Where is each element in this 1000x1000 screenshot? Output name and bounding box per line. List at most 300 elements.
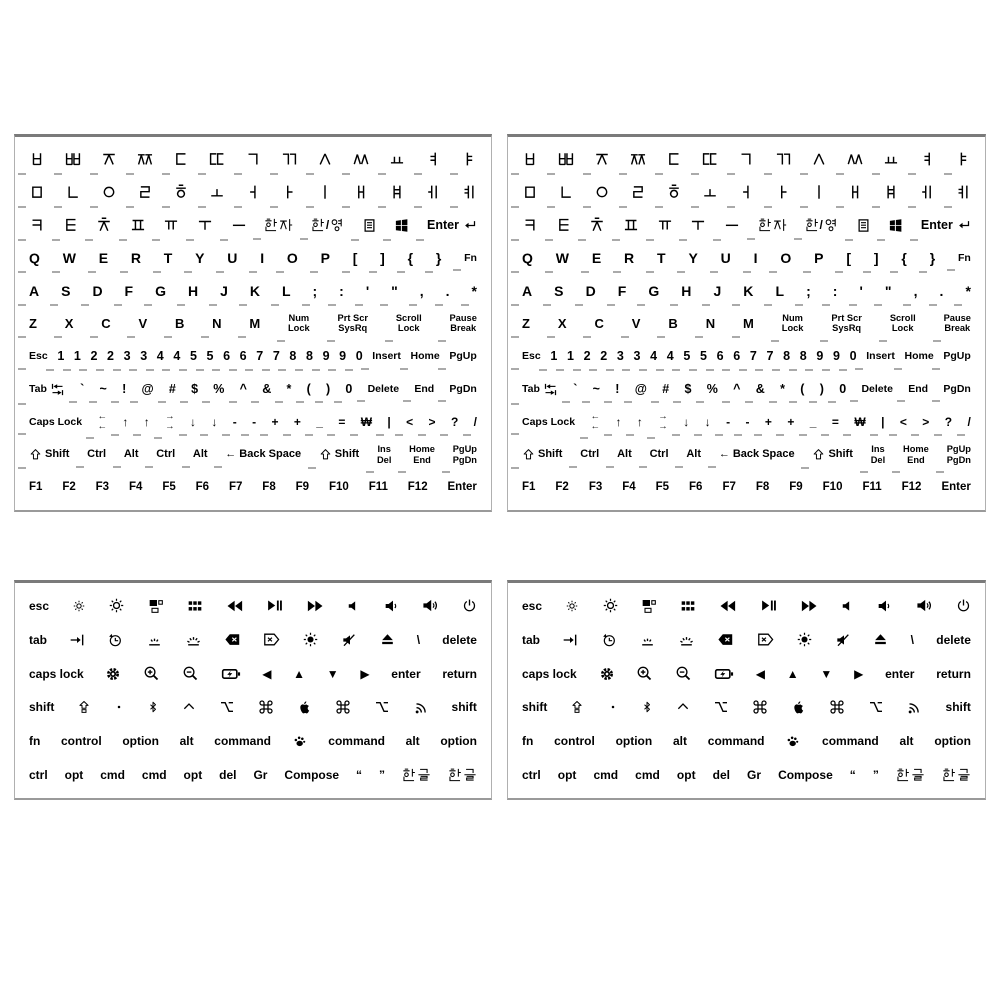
key-label: ( (800, 381, 805, 396)
key-label-stack (944, 313, 971, 334)
option-icon (713, 699, 729, 715)
sticker-row (508, 143, 985, 176)
key-sticker (922, 416, 929, 428)
sticker-row (15, 209, 491, 242)
key-sticker (556, 251, 569, 265)
key-sticker (213, 383, 224, 396)
key-label: F10 (822, 480, 843, 493)
key-label: U (227, 249, 238, 266)
key-label: : (339, 282, 344, 299)
key-sticker (61, 735, 102, 747)
battery-charge-icon (221, 664, 241, 684)
key-sticker (182, 700, 196, 714)
key-label: ` (80, 381, 85, 396)
key-sticker (724, 217, 740, 233)
key-label: enter (391, 666, 421, 681)
key-label: + (764, 414, 772, 429)
key-sticker (394, 218, 409, 233)
key-label: 5 (699, 349, 707, 364)
key-sticker (384, 598, 400, 614)
shift-icon (319, 448, 332, 461)
menu-icon (856, 218, 871, 233)
key-sticker (29, 482, 42, 494)
key-sticker (775, 184, 791, 200)
hangul-label (919, 184, 935, 200)
key-sticker (593, 383, 600, 396)
key-label: ◀ (262, 666, 272, 681)
hangul-label (775, 151, 791, 167)
kb-backlight-bright-icon (678, 631, 695, 648)
sticker-row (508, 623, 985, 657)
key-label: Home (409, 444, 435, 455)
launchpad-icon (187, 598, 203, 614)
hangul-label (173, 151, 189, 167)
brightness-up-icon (108, 597, 125, 614)
key-label: return (936, 666, 971, 681)
play-pause-icon (760, 597, 777, 614)
key-label: fn (29, 734, 41, 749)
hangul-label (461, 151, 477, 167)
key-label: ▼ (820, 666, 833, 681)
key-sticker (666, 151, 682, 167)
key-label: Tab (522, 382, 540, 395)
key-sticker (262, 383, 271, 396)
key-sticker (319, 448, 359, 461)
key-sticker (207, 350, 214, 363)
key-sticker (155, 284, 166, 298)
key-label: SysRq (338, 323, 368, 334)
key-label: opt (64, 768, 84, 783)
key-label: R (624, 249, 635, 266)
key-sticker (522, 417, 575, 428)
key-sticker (554, 284, 563, 298)
key-label: ₩ (360, 414, 373, 429)
key-sticker (101, 151, 117, 167)
key-label-stack (377, 444, 391, 465)
key-label: , (419, 282, 424, 299)
key-sticker (124, 350, 131, 363)
key-label: End (908, 382, 929, 395)
key-label: 4 (173, 349, 181, 364)
key-sticker (107, 350, 114, 363)
option-icon (868, 699, 884, 715)
key-label: # (168, 381, 176, 396)
key-label: F8 (262, 480, 276, 493)
key-sticker (958, 253, 971, 264)
hangul-label (702, 184, 718, 200)
key-label: option (934, 734, 971, 749)
sticker-row (15, 241, 491, 274)
key-label: Break (944, 323, 971, 334)
key-sticker (436, 251, 441, 265)
apple-icon (297, 700, 312, 715)
volume-off-icon (341, 632, 357, 648)
key-label: Fn (958, 251, 971, 264)
key-sticker (919, 184, 935, 200)
key-label: ] (873, 249, 879, 266)
key-label: . (445, 282, 450, 299)
key-sticker (389, 184, 405, 200)
key-sticker (905, 351, 934, 362)
key-sticker (633, 350, 640, 363)
key-sticker (522, 217, 538, 233)
key-sticker (101, 184, 117, 200)
key-label: Shift (828, 448, 853, 461)
key-sticker (820, 383, 824, 396)
key-label: D (585, 282, 596, 299)
key-sticker (163, 217, 179, 233)
hangul-label (461, 184, 477, 200)
key-sticker (678, 631, 695, 648)
key-label: * (780, 381, 785, 396)
sticker-row (508, 657, 985, 691)
key-sticker (680, 598, 696, 614)
key-sticker (29, 284, 39, 298)
key-sticker (408, 251, 413, 265)
key-label: 1 (57, 349, 65, 364)
key-sticker (361, 416, 372, 428)
key-sticker (250, 284, 260, 298)
key-sticker (29, 351, 48, 362)
key-label: 9 (322, 349, 330, 364)
key-label: ← (97, 420, 107, 432)
key-sticker (657, 251, 666, 265)
key-label: Alt (686, 448, 702, 461)
key-label: Fn (464, 251, 477, 264)
caret-icon (676, 700, 690, 714)
key-sticker (700, 350, 707, 363)
key-sticker (108, 597, 125, 614)
key-label: opt (557, 768, 577, 783)
paw-icon (785, 733, 801, 749)
key-label: C (101, 315, 111, 331)
key-sticker (850, 769, 856, 781)
key-sticker (565, 599, 579, 613)
key-sticker (96, 482, 109, 494)
backspace-icon (717, 631, 734, 648)
key-label: " (884, 282, 892, 299)
key-label: 7 (272, 349, 280, 364)
key-label: End (907, 454, 925, 465)
key-sticker (258, 699, 274, 715)
key-sticker (754, 251, 758, 265)
key-label: ← (590, 411, 601, 423)
key-sticker (29, 251, 40, 265)
key-sticker (635, 383, 647, 396)
key-sticker (822, 735, 879, 747)
volume-down-icon (384, 598, 400, 614)
key-label: , (913, 282, 918, 299)
hangul-label: / (311, 218, 344, 232)
key-sticker (522, 668, 577, 680)
key-sticker (317, 151, 333, 167)
key-sticker (461, 151, 477, 167)
key-label: ▼ (326, 666, 339, 681)
key-sticker (617, 350, 624, 363)
key-label: Ctrl (87, 448, 107, 461)
hangul-label (955, 151, 971, 167)
key-sticker (328, 735, 385, 747)
key-label: 1 (73, 349, 81, 364)
key-sticker (778, 769, 833, 781)
key-sticker (955, 184, 971, 200)
key-label: Pause (449, 312, 477, 323)
key-sticker (211, 416, 217, 428)
key-label: control (60, 734, 102, 749)
key-sticker (262, 668, 271, 680)
key-sticker (74, 350, 81, 363)
hangul-label (209, 184, 225, 200)
key-sticker (442, 634, 477, 646)
key-label: / (967, 414, 971, 429)
key-label: 1 (550, 349, 558, 364)
hangul-label (402, 768, 431, 782)
sticker-row (15, 758, 491, 792)
key-label: _ (316, 414, 323, 429)
zoom-in-icon (636, 665, 653, 682)
key-sticker (896, 768, 925, 782)
key-sticker (214, 735, 271, 747)
key-sticker (854, 668, 863, 680)
key-sticker (683, 416, 689, 428)
key-label-stack (903, 444, 929, 465)
key-sticker (874, 251, 879, 265)
hangul-label (264, 218, 293, 232)
key-label: F (124, 282, 134, 299)
key-label: > (922, 414, 930, 429)
key-label: Lock (288, 323, 310, 334)
key-sticker (452, 701, 477, 713)
hangul-label (847, 151, 863, 167)
hangul-label (29, 151, 45, 167)
rewind-icon (719, 597, 737, 615)
key-sticker (812, 448, 852, 461)
key-label: ^ (733, 381, 741, 396)
key-sticker (942, 768, 971, 782)
eject-icon (873, 632, 888, 647)
key-sticker (341, 632, 357, 648)
key-sticker (137, 151, 153, 167)
key-label: - (252, 414, 257, 429)
key-sticker (854, 416, 865, 428)
key-sticker (29, 701, 54, 713)
key-label: ? (944, 414, 953, 429)
hangul-label (758, 218, 787, 232)
key-label-stack (453, 444, 477, 465)
key-label: command (707, 734, 765, 749)
key-label: Home (410, 350, 440, 363)
key-label: command (822, 734, 879, 749)
key-sticker (362, 218, 377, 233)
key-label: Del (376, 454, 392, 465)
key-sticker (409, 444, 435, 465)
key-sticker (317, 184, 333, 200)
key-label: Scroll (395, 312, 422, 323)
key-label: - (745, 414, 750, 429)
key-sticker (632, 317, 641, 330)
key-sticker (226, 597, 244, 615)
key-sticker (814, 251, 823, 265)
key-label: P (814, 249, 824, 266)
key-sticker (782, 313, 804, 334)
hangul-label (245, 151, 261, 167)
key-label: Pause (943, 312, 971, 323)
key-sticker (719, 597, 737, 615)
key-label: Ctrl (649, 448, 669, 461)
key-sticker (122, 383, 126, 396)
hangul-label (353, 151, 369, 167)
key-sticker (372, 351, 401, 362)
key-sticker (449, 384, 476, 395)
key-sticker (57, 350, 64, 363)
hangul-label (724, 217, 740, 233)
key-sticker (580, 449, 599, 460)
hangul-label (137, 151, 153, 167)
key-sticker (63, 217, 79, 233)
sticker-row (508, 438, 985, 471)
key-sticker (639, 631, 656, 648)
key-sticker (164, 251, 173, 265)
key-label: Prt Scr (337, 312, 369, 323)
key-sticker (623, 217, 639, 233)
tab-icon (543, 382, 558, 397)
key-label-stack (165, 412, 175, 431)
key-label: 3 (616, 349, 624, 364)
key-sticker (379, 769, 385, 781)
hangul-label (558, 151, 574, 167)
key-label: ; (806, 282, 811, 299)
key-sticker (209, 184, 225, 200)
key-sticker (783, 350, 790, 363)
key-sticker (391, 284, 398, 298)
hangul-label (738, 184, 754, 200)
key-label: W (555, 249, 569, 266)
key-label: J (713, 282, 722, 299)
key-label: alt (179, 734, 194, 749)
key-label: ~ (99, 381, 107, 396)
key-sticker (555, 482, 568, 494)
key-label: - (726, 414, 731, 429)
key-sticker (752, 699, 768, 715)
key-sticker (800, 350, 807, 363)
key-label-stack (288, 313, 310, 334)
key-label: A (29, 282, 40, 299)
key-sticker (369, 482, 388, 494)
key-label: 8 (799, 349, 807, 364)
sticker-row (508, 373, 985, 406)
key-label: “ (356, 768, 363, 783)
key-label: ! (122, 381, 127, 396)
key-label: U (720, 249, 731, 266)
key-sticker (453, 444, 477, 465)
key-label: ↑ (122, 414, 129, 429)
key-sticker (738, 184, 754, 200)
key-label: Alt (123, 448, 139, 461)
key-label: PgDn (946, 454, 971, 465)
key-sticker (188, 284, 198, 298)
tab-icon (50, 382, 65, 397)
key-label: Num (288, 312, 310, 323)
dot-icon (114, 702, 124, 712)
hangul-label (425, 184, 441, 200)
zoom-out-icon (675, 665, 692, 682)
key-label: Home (903, 444, 929, 455)
key-sticker (129, 482, 142, 494)
key-sticker (273, 350, 280, 363)
key-sticker (97, 412, 107, 431)
sticker-row (508, 406, 985, 439)
key-label: cmd (141, 768, 167, 783)
sticker-row (15, 589, 491, 623)
hangul-label: / (805, 218, 838, 232)
key-label: 2 (107, 349, 114, 364)
key-label: Z (29, 315, 37, 331)
key-label: ↓ (211, 414, 218, 429)
key-label: { (407, 249, 414, 266)
key-label: 7 (749, 349, 757, 364)
key-sticker (69, 632, 85, 648)
key-sticker (717, 350, 724, 363)
key-label: + (787, 414, 795, 429)
key-sticker (861, 384, 893, 395)
key-sticker (860, 284, 863, 298)
key-label: B (668, 315, 678, 331)
key-sticker (722, 482, 735, 494)
key-sticker (589, 482, 602, 494)
key-label: Lock (781, 323, 804, 334)
key-sticker (148, 598, 164, 614)
key-sticker (866, 351, 895, 362)
option-icon (219, 699, 235, 715)
key-sticker (800, 597, 818, 615)
fast-forward-icon (800, 597, 818, 615)
key-label: opt (676, 768, 696, 783)
key-label: & (262, 381, 272, 396)
key-sticker (219, 699, 235, 715)
key-sticker (833, 350, 840, 363)
key-sticker (554, 735, 595, 747)
key-sticker (422, 597, 439, 614)
key-label: 0 (839, 381, 847, 396)
key-sticker (185, 631, 202, 648)
key-label: Y (195, 249, 205, 266)
history-clock-icon (107, 632, 123, 648)
key-sticker (231, 217, 247, 233)
key-label: < (406, 414, 414, 429)
key-sticker (252, 416, 256, 428)
key-sticker (140, 350, 147, 363)
brightness-core-icon (302, 631, 319, 648)
key-sticker (775, 151, 791, 167)
key-label: } (435, 249, 442, 266)
key-sticker (29, 600, 49, 612)
key-label: O (780, 249, 792, 266)
key-sticker (850, 350, 857, 363)
key-label: alt (405, 734, 420, 749)
hangul-label (231, 217, 247, 233)
sticker-row (15, 373, 491, 406)
key-label-stack (449, 313, 476, 334)
key-label: Break (450, 323, 477, 334)
key-sticker (338, 313, 369, 334)
key-label: G (155, 282, 166, 299)
kb-backlight-dim-icon (146, 631, 163, 648)
key-sticker (522, 184, 538, 200)
key-sticker (191, 383, 198, 396)
key-label: tab (29, 632, 47, 647)
key-sticker (805, 218, 838, 232)
key-label: shift (29, 700, 55, 715)
